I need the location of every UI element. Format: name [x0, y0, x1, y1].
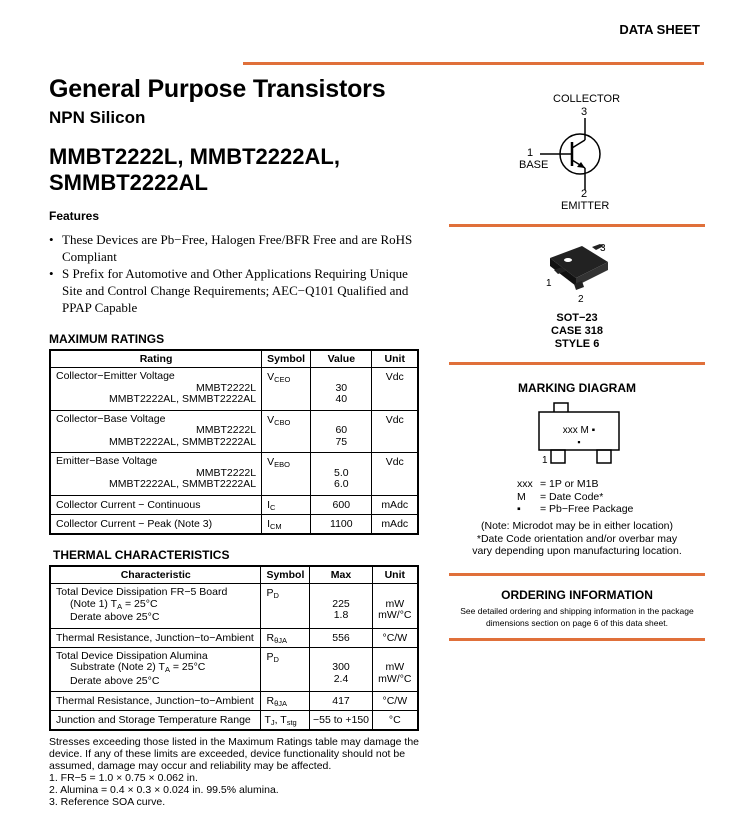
- table-row: [50, 410, 418, 453]
- sot23-package-icon: [540, 240, 620, 302]
- max-ratings-heading: MAXIMUM RATINGS: [49, 332, 165, 346]
- symbol-cell: $R_{\theta JA}$: [261, 692, 310, 711]
- unit-cell: Vdc: [372, 410, 418, 453]
- value-cell: 556: [310, 628, 372, 647]
- part-numbers: [49, 144, 340, 196]
- note-item: 2. Alumina = 0.4 × 0.3 × 0.024 in. 99.5% alumina.: [49, 784, 279, 796]
- unit-cell: Vdc: [372, 453, 418, 496]
- note-item: 3. Reference SOA curve.: [49, 796, 166, 808]
- column-header: Symbol: [262, 350, 311, 368]
- legend-row: M = Date Code*: [517, 490, 604, 503]
- features-heading: Features: [49, 209, 100, 223]
- unit-cell: Vdc: [372, 368, 418, 411]
- column-header: Value: [311, 350, 372, 368]
- characteristic-cell: Thermal Resistance, Junction−to−Ambient: [50, 628, 261, 647]
- characteristic-cell: Thermal Resistance, Junction−to−Ambient: [50, 692, 261, 711]
- note-item: 1. FR−5 = 1.0 × 0.75 × 0.062 in.: [49, 772, 198, 784]
- table-row: [50, 711, 418, 731]
- divider: [449, 224, 705, 227]
- value-cell: 417: [310, 692, 372, 711]
- marking-notes: (Note: Microdot may be in either location) *Date Code orientation and/or overbar may vary depending upon manufacturing location.: [472, 520, 682, 557]
- unit-cell: mW mW/°C: [372, 584, 418, 629]
- table-row: [50, 647, 418, 692]
- unit-cell: °C/W: [372, 628, 418, 647]
- bullet-icon: •: [49, 266, 54, 281]
- unit-cell: mAdc: [372, 495, 418, 514]
- value-cell: 30 40: [311, 368, 372, 411]
- divider: [449, 638, 705, 641]
- table-header-row: [50, 350, 418, 368]
- thermal-heading: THERMAL CHARACTERISTICS: [53, 548, 230, 562]
- rating-sub: MMBT2222L: [195, 424, 257, 436]
- collector-pin-label: 3: [581, 106, 588, 118]
- value-cell: 60 75: [311, 410, 372, 453]
- symbol-cell: $V_{EBO}$: [262, 453, 311, 496]
- rating-sub: MMBT2222AL, SMMBT2222AL: [109, 435, 257, 448]
- part-numbers-line2: SMMBT2222AL: [49, 170, 208, 195]
- rating-sub: MMBT2222AL, SMMBT2222AL: [109, 478, 257, 490]
- datasheet-label: DATA SHEET: [619, 22, 700, 37]
- collector-label: COLLECTOR: [553, 93, 621, 105]
- characteristic-cell: Junction and Storage Temperature Range: [50, 711, 261, 731]
- column-header: Symbol: [261, 566, 310, 584]
- page-subtitle: NPN Silicon: [49, 108, 146, 127]
- column-header: Rating: [50, 350, 262, 368]
- feature-item: [49, 231, 429, 265]
- symbol-cell: $I_C$: [262, 495, 311, 514]
- ordering-text: See detailed ordering and shipping information in the package dimensions section on page 6 of this data sheet.: [460, 606, 694, 628]
- header-rule: [243, 62, 704, 65]
- table-row: [50, 514, 418, 534]
- unit-cell: °C: [372, 711, 418, 731]
- stress-note: Stresses exceeding those listed in the Maximum Ratings table may damage the device. If any of these limits are exceeded, device functionality should not be assumed, damage may occur and reliability may be affected.: [49, 736, 420, 772]
- marking-heading: MARKING DIAGRAM: [518, 381, 636, 395]
- table-header-row: [50, 566, 418, 584]
- rating-label: Collector−Emitter Voltage: [56, 370, 175, 382]
- value-cell: −55 to +150: [310, 711, 372, 731]
- table-row: [50, 368, 418, 411]
- package-info: SOT−23 CASE 318 STYLE 6: [551, 312, 603, 350]
- rating-cell: [50, 410, 262, 453]
- table-row: [50, 453, 418, 496]
- unit-cell: °C/W: [372, 692, 418, 711]
- package-pin2: 2: [578, 294, 584, 305]
- column-header: Max: [310, 566, 372, 584]
- table-row: [50, 584, 418, 629]
- max-ratings-table: [49, 349, 419, 535]
- rating-label: Collector−Base Voltage: [56, 412, 166, 425]
- rating-cell: [50, 368, 262, 411]
- legend-row: ▪ = Pb−Free Package: [517, 503, 634, 515]
- rating-sub: MMBT2222AL, SMMBT2222AL: [109, 393, 257, 405]
- unit-cell: mAdc: [372, 514, 418, 534]
- features-list: [49, 231, 429, 316]
- ordering-heading: ORDERING INFORMATION: [501, 588, 653, 602]
- marking-chip-text: xxx M ▪: [562, 425, 596, 436]
- feature-text: These Devices are Pb−Free, Halogen Free/BFR Free and are RoHS Compliant: [62, 232, 413, 264]
- legend-row: xxx = 1P or M1B: [517, 478, 599, 490]
- package-pin3: 3: [600, 243, 606, 254]
- base-label: BASE: [519, 159, 549, 171]
- table-row: [50, 692, 418, 711]
- symbol-cell: $R_{\theta JA}$: [261, 628, 310, 647]
- table-row: [50, 628, 418, 647]
- symbol-cell: $V_{CBO}$: [262, 410, 311, 453]
- value-cell: 5.0 6.0: [311, 453, 372, 496]
- symbol-cell: $I_{CM}$: [262, 514, 311, 534]
- value-cell: 1100: [311, 514, 372, 534]
- column-header: Characteristic: [50, 566, 261, 584]
- rating-label: Emitter−Base Voltage: [56, 455, 158, 467]
- part-numbers-line1: MMBT2222L, MMBT2222AL,: [49, 144, 340, 169]
- divider: [449, 362, 705, 365]
- notes-section: [49, 736, 424, 808]
- marking-pin1: 1: [542, 455, 548, 466]
- bullet-icon: •: [49, 232, 54, 247]
- emitter-pin-label: 2: [581, 188, 588, 200]
- feature-item: [49, 265, 429, 316]
- base-pin-label: 1: [527, 147, 534, 159]
- column-header: Unit: [372, 350, 418, 368]
- table-row: [50, 495, 418, 514]
- symbol-cell: $V_{CEO}$: [262, 368, 311, 411]
- rating-cell: Collector Current − Peak (Note 3): [50, 514, 262, 534]
- unit-cell: mW mW/°C: [372, 647, 418, 692]
- rating-cell: [50, 453, 262, 496]
- characteristic-cell: Total Device Dissipation FR−5 Board (Note 1) $T_A = 25^\circ C$ Derate above 25°C: [50, 584, 261, 629]
- marking-legend: [517, 478, 633, 516]
- value-cell: 300 2.4: [310, 647, 372, 692]
- symbol-cell: $T_J$, $T_{stg}$: [261, 711, 310, 731]
- microdot-icon: ▪: [577, 437, 581, 447]
- symbol-cell: $P_D$: [261, 647, 310, 692]
- emitter-label: EMITTER: [561, 200, 610, 212]
- divider: [449, 573, 705, 576]
- column-header: Unit: [372, 566, 418, 584]
- rating-sub: MMBT2222L: [195, 381, 257, 394]
- value-cell: 225 1.8: [310, 584, 372, 629]
- package-pin1: 1: [546, 278, 552, 289]
- thermal-table: [49, 565, 419, 731]
- feature-text: S Prefix for Automotive and Other Applications Requiring Unique Site and Control Change Requirements; AEC−Q101 Qualified and PPAP Capable: [62, 266, 409, 315]
- npn-transistor-symbol: [540, 118, 610, 190]
- rating-cell: Collector Current − Continuous: [50, 495, 262, 514]
- value-cell: 600: [311, 495, 372, 514]
- characteristic-cell: Total Device Dissipation Alumina Substrate (Note 2) $T_A = 25^\circ C$ Derate above 25°C: [50, 647, 261, 692]
- rating-sub: MMBT2222L: [195, 466, 257, 479]
- page-title: General Purpose Transistors: [49, 75, 386, 103]
- symbol-cell: $P_D$: [261, 584, 310, 629]
